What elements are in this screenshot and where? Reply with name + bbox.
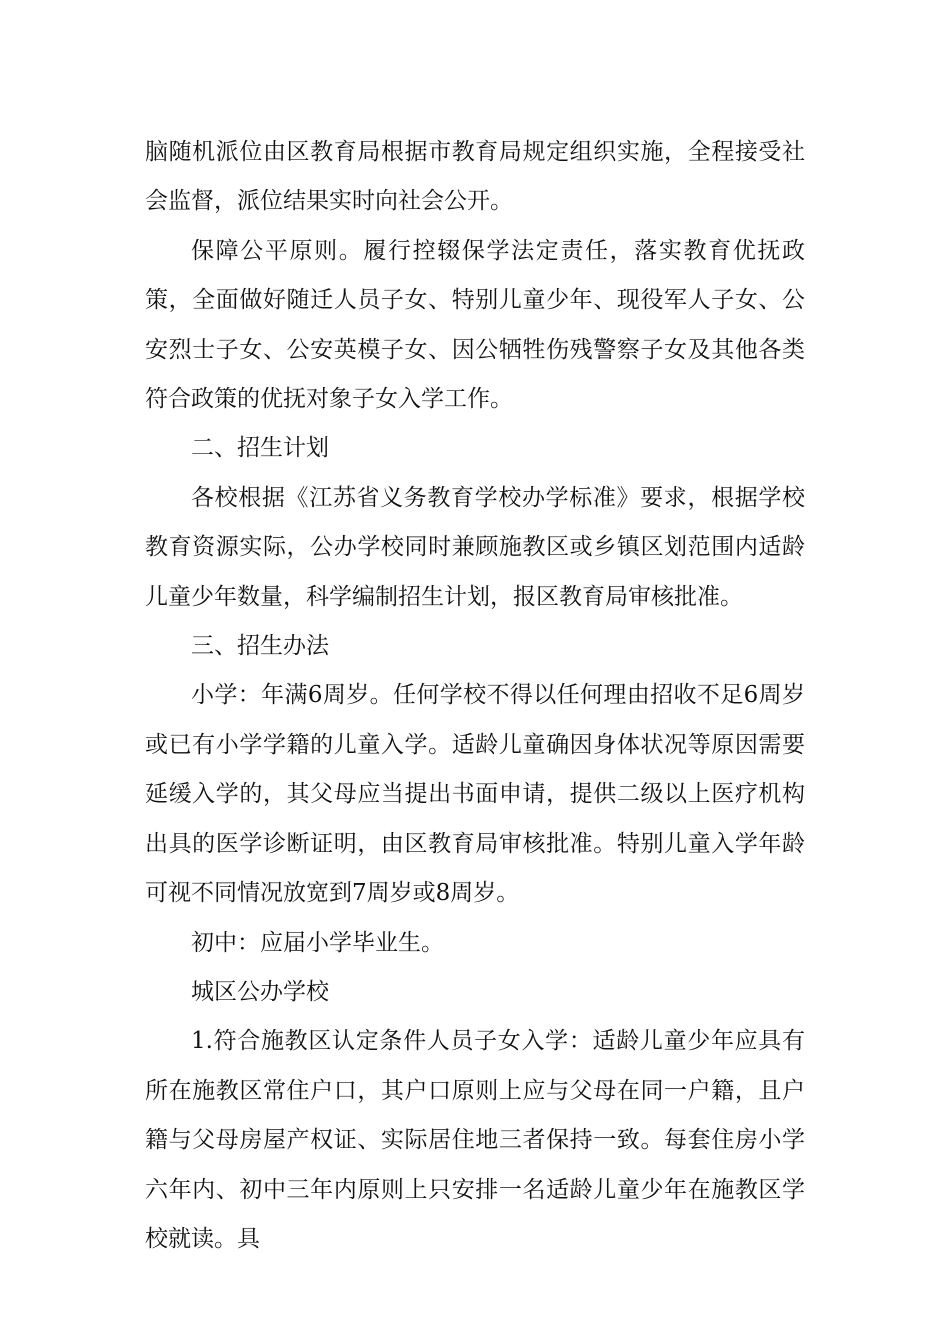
section-heading-enrollment-plan: 二、招生计划 — [191, 435, 329, 462]
paragraph-enrollment-plan: 各校根据《江苏省义务教育学校办学标准》要求，根据学校教育资源实际，公办学校同时兼顾施教区或乡镇区划范围内适龄儿童少年数量，科学编制招生计划，报区教育局审核批准。 — [145, 484, 805, 610]
paragraph-junior-high: 初中：应届小学毕业生。 — [191, 929, 444, 956]
document-body — [145, 128, 805, 1264]
paragraph-fairness-principle: 保障公平原则。履行控辍保学法定责任，落实教育优抚政策，全面做好随迁人员子女、特别儿童少年、现役军人子女、公安烈士子女、公安英模子女、因公牺牲伤残警察子女及其他各类符合政策的优抚对象子女入学工作。 — [145, 237, 805, 413]
paragraph-catchment-admission: 1.符合施教区认定条件人员子女入学：适龄儿童少年应具有所在施教区常住户口，其户口原则上应与父母在同一户籍，且户籍与父母房屋产权证、实际居住地三者保持一致。每套住房小学六年内、初中三年内原则上只安排一名适龄儿童少年在施教区学校就读。具 — [145, 1028, 805, 1252]
paragraph-primary-school: 小学：年满6周岁。任何学校不得以任何理由招收不足6周岁或已有小学学籍的儿童入学。适龄儿童确因身体状况等原因需要延缓入学的，其父母应当提出书面申请，提供二级以上医疗机构出具的医学诊断证明，由区教育局审核批准。特别儿童入学年龄可视不同情况放宽到7周岁或8周岁。 — [145, 682, 805, 907]
subheading-urban-public-schools: 城区公办学校 — [191, 978, 329, 1005]
section-heading-enrollment-method: 三、招生办法 — [191, 633, 329, 660]
paragraph-continuation: 脑随机派位由区教育局根据市教育局规定组织实施，全程接受社会监督，派位结果实时向社会公开。 — [145, 139, 805, 215]
